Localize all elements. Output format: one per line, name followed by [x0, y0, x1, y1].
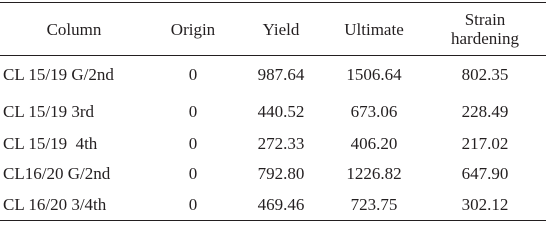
cell-ultimate: 723.75	[350, 195, 398, 214]
cell-yield: 987.64	[257, 65, 305, 84]
cell-ultimate: 1506.64	[346, 65, 402, 84]
cell-yield: 792.80	[257, 164, 305, 183]
cell-ultimate: 673.06	[350, 102, 398, 121]
table-row	[0, 56, 546, 95]
cell-column: CL 15/19 G/2nd	[3, 65, 114, 84]
cell-yield: 272.33	[257, 134, 305, 153]
header-origin: Origin	[170, 19, 216, 39]
table-row	[0, 130, 546, 158]
cell-origin: 0	[188, 164, 198, 183]
cell-strain-hardening: 302.12	[461, 195, 509, 214]
cell-strain-hardening: 217.02	[461, 134, 509, 153]
cell-yield: 469.46	[257, 195, 305, 214]
cell-column: CL16/20 G/2nd	[3, 164, 111, 183]
header-ultimate: Ultimate	[344, 19, 404, 39]
header-strain-hardening	[424, 3, 546, 56]
header-strain-line2: hardening	[451, 29, 519, 48]
cell-column: CL 15/19 3rd	[3, 102, 94, 121]
header-column: Column	[46, 19, 102, 39]
data-table	[0, 2, 546, 221]
table-row	[0, 94, 546, 130]
table-row	[0, 190, 546, 221]
table-header-row	[0, 3, 546, 56]
cell-strain-hardening: 802.35	[461, 65, 509, 84]
cell-origin: 0	[188, 134, 198, 153]
cell-column: CL 16/20 3/4th	[3, 195, 107, 214]
cell-yield: 440.52	[257, 102, 305, 121]
cell-ultimate: 1226.82	[346, 164, 402, 183]
header-yield: Yield	[262, 19, 300, 39]
cell-ultimate: 406.20	[350, 134, 398, 153]
cell-strain-hardening: 647.90	[461, 164, 509, 183]
table-row	[0, 158, 546, 190]
cell-origin: 0	[188, 65, 198, 84]
cell-origin: 0	[188, 195, 198, 214]
header-strain-line1: Strain	[464, 10, 506, 29]
cell-column: CL 15/19 4th	[3, 134, 98, 153]
cell-origin: 0	[188, 102, 198, 121]
cell-strain-hardening: 228.49	[461, 102, 509, 121]
